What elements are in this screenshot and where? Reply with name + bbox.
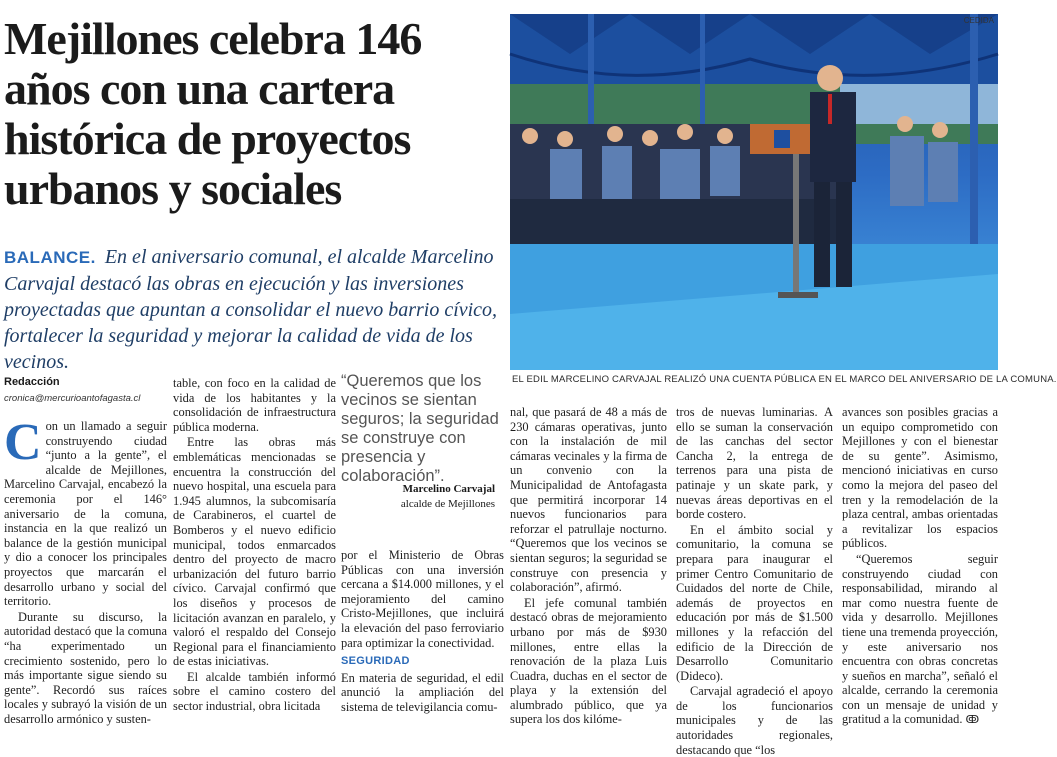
body-paragraph: tros de nuevas luminarias. A ello se suman la conservación de las canchas del sector Cancha 2, la entrega de terrenos para una pista de patinaje y un skate park, y nuevas áreas deportivas en el borde costero. [676,405,833,522]
body-paragraph: table, con foco en la calidad de vida de los habitantes y la consolidación de infraestructura pública moderna. [173,376,336,434]
col1-p1-text: on un llamado a seguir construyendo ciudad “junto a la gente”, el alcalde de Mejillones, Marcelino Carvajal, encabezó la ceremonia por el 146° aniversario de la comuna, instancia en la que realizó un balance de la gestión municipal y dio a conocer los principales proyectos que marcarán el desarrollo urbano y social del territorio. [4,419,167,609]
end-mark-icon: ↂ [965,713,980,727]
photo-illustration [510,14,998,370]
article-photo [510,14,998,370]
body-paragraph: Entre las obras más emblemáticas mencionadas se encuentra la construcción del nuevo hospital, una escuela para 1.945 alumnos, la subcomisaría de Carabineros, el cuartel de Bomberos y el nuevo edificio municipal, todos enmarcados dentro del proyecto de macro urbanización del futuro barrio cívico. Carvajal confirmó que los diseños y procesos de licitación avanzan en paralelo, y valoró el respaldo del Consejo Regional para el financiamiento de estas iniciativas. [173,435,336,669]
body-paragraph: En materia de seguridad, el edil anunció la ampliación del sistema de televigilancia comu- [341,670,504,714]
column-4 [510,405,667,727]
body-paragraph [842,552,998,728]
byline [4,376,164,404]
body-paragraph: El alcalde también informó sobre el camino costero del sector industrial, obra licitada [173,669,336,714]
body-paragraph: por el Ministerio de Obras Públicas con una inversión cercana a $14.000 millones, y el mejoramiento del camino Cristo-Mejillones, que incluirá la elevación del paso ferroviario para optimizar la conectividad. [341,548,504,650]
column-6 [842,405,998,728]
column-5 [676,405,833,757]
pull-quote-attribution [341,482,495,512]
column-3 [341,548,504,715]
byline-email[interactable]: cronica@mercurioantofagasta.cl [4,393,141,404]
lead-paragraph [4,244,500,375]
drop-cap: C [4,414,42,471]
body-paragraph: avances son posibles gracias a un equipo comprometido con Mejillones y con el bienestar de su gente”. Asimismo, mencionó iniciativas en curso como la mejora del paseo del tren y la remodelación de la plaza central, ambas orientadas a revitalizar los espacios públicos. [842,405,998,551]
column-1 [4,414,167,726]
photo-credit: CEDIDA [963,16,994,25]
pull-quote-role: alcalde de Mejillones [400,498,495,510]
photo-caption: EL EDIL MARCELINO CARVAJAL REALIZÓ UNA CUENTA PÚBLICA EN EL MARCO DEL ANIVERSARIO DE LA COMUNA. [512,374,1057,385]
body-paragraph: Carvajal agradeció el apoyo de los funcionarios municipales y de las autoridades regionales, destacando que “los [676,684,833,757]
body-paragraph [4,414,167,609]
section-subhead: SEGURIDAD [341,655,410,668]
body-paragraph: nal, que pasará de 48 a más de 230 cámaras operativas, junto con la instalación de mil cámaras vecinales y la firma de un convenio con la Municipalidad de Antofagasta que permitirá incorporar 14 nuevos funcionarios para reforzar el patrullaje nocturno. “Queremos que los vecinos se sientan seguros; la seguridad se construye con presencia y colaboración”, afirmó. [510,405,667,595]
byline-name: Redacción [4,376,60,388]
headline: Mejillones celebra 146 años con una cartera histórica de proyectos urbanos y sociales [4,13,422,214]
body-paragraph: En el ámbito social y comunitario, la comuna se prepara para inaugurar el primer Centro Comunitario de Cuidados del norte de Chile, además de proyectos en educación por más de $1.500 millones y la refacción del edificio de la Dirección de Desarrollo Comunitario (Dideco). [676,522,833,683]
lead-text: En el aniversario comunal, el alcalde Marcelino Carvajal destacó las obras en ejecución y las inversiones proyectadas que apuntan a consolidar el nuevo barrio cívico, fortalecer la seguridad y mejorar la calidad de vida de los vecinos. [4,246,498,373]
body-paragraph: El jefe comunal también destacó obras de mejoramiento urbano por más de $930 millones, entre ellas la renovación de la plaza Luis Cuadra, duchas en el sector de playa y la extensión del alumbrado público, que ya supera los dos kilóme- [510,595,667,727]
column-2 [173,376,336,714]
col6-p2-text: “Queremos seguir construyendo ciudad con responsabilidad, mirando al mar como nuestra fuente de vida y desarrollo. Mejillones tiene una tremenda proyección, y este aniversario nos encuentra con obras concretas y sueños en marcha”, señaló el alcalde, cerrando la ceremonia con un mensaje de unidad y gratitud a la comunidad. [842,551,998,727]
pull-quote: “Queremos que los vecinos se sientan seguros; la seguridad se construye con presencia y colaboración”. [341,372,499,485]
pull-quote-author: Marcelino Carvajal [402,483,495,495]
kicker: BALANCE. [4,248,96,267]
body-paragraph: Durante su discurso, la autoridad destacó que la comuna “ha experimentado un crecimiento sostenido, pero lo más importante sigue siendo su gente”. Recordó sus raíces locales y subrayó la visión de un desarrollo armónico y susten- [4,609,167,726]
